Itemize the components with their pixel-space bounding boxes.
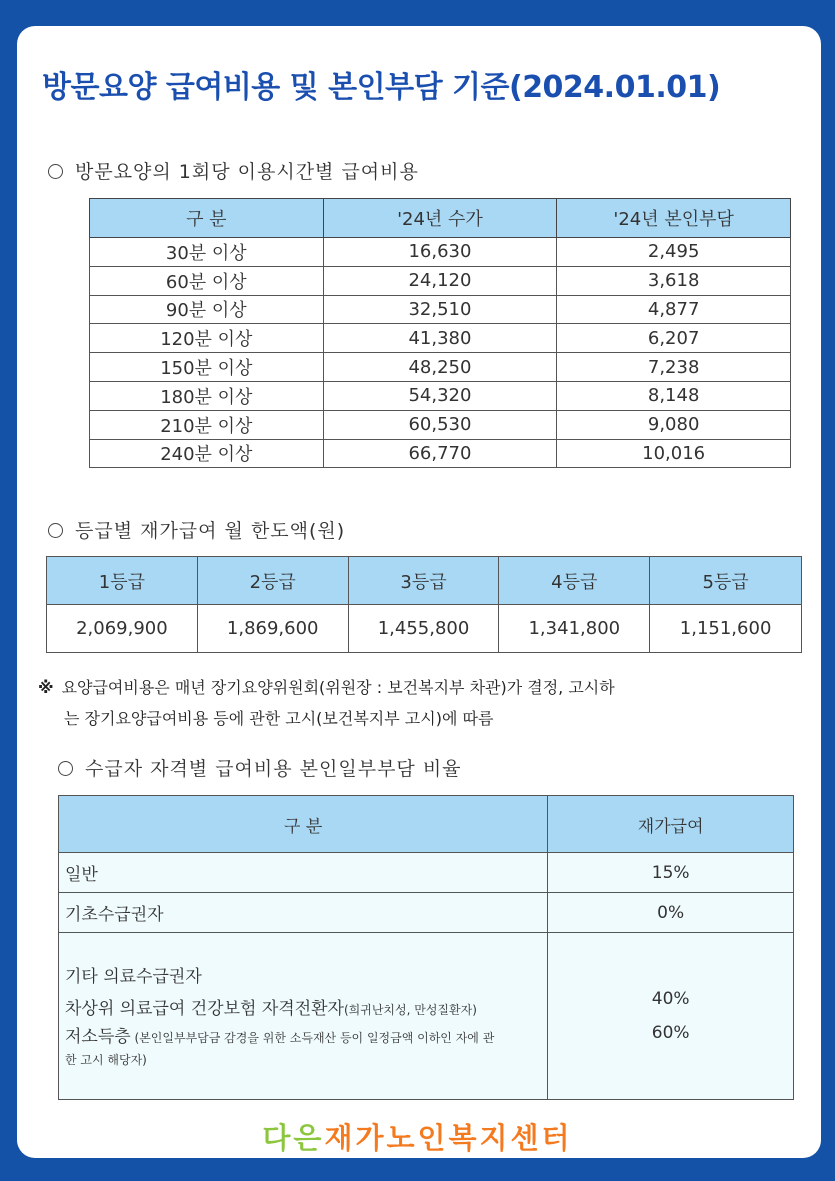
- limit-grade-5: 1,151,600: [650, 605, 802, 653]
- cell-time: 30분 이상: [90, 238, 324, 267]
- header-category: 구 분: [59, 796, 548, 853]
- reduced-line-3-text: 저소득층: [65, 1027, 131, 1047]
- table-row: [59, 933, 794, 1100]
- note-line-1: [38, 672, 798, 703]
- header-grade-4: 4등급: [499, 557, 650, 605]
- table-header-row: [47, 557, 802, 605]
- row-reduced-label: [59, 933, 548, 1100]
- header-grade-5: 5등급: [650, 557, 802, 605]
- reference-mark-icon: ※: [38, 678, 54, 697]
- cell-time: 180분 이상: [90, 381, 324, 410]
- table-header-row: [59, 796, 794, 853]
- monthly-limit-table: [46, 556, 802, 653]
- reduced-line-2: [65, 993, 547, 1026]
- center-name-part-1: 다은: [262, 1121, 325, 1155]
- section-heading-2-text: 등급별 재가급여 월 한도액(원): [75, 520, 346, 542]
- reduced-line-1: 기타 의료수급권자: [65, 967, 202, 987]
- value-40: 40%: [651, 989, 690, 1009]
- table-row: [90, 353, 791, 382]
- limit-grade-2: 1,869,600: [197, 605, 348, 653]
- table-row: [90, 381, 791, 410]
- cell-copay: 3,618: [557, 266, 791, 295]
- cell-copay: 10,016: [557, 439, 791, 468]
- limit-grade-1: 2,069,900: [47, 605, 198, 653]
- table-row: [59, 853, 794, 893]
- cell-fee: 16,630: [323, 238, 557, 267]
- center-name: [0, 1116, 835, 1157]
- cell-fee: 66,770: [323, 439, 557, 468]
- note-line-2: 는 장기요양급여비용 등에 관한 고시(보건복지부 고시)에 따름: [64, 709, 494, 728]
- row-basic-label: 기초수급권자: [59, 893, 548, 933]
- cell-time: 60분 이상: [90, 266, 324, 295]
- fee-by-time-table: [89, 198, 791, 468]
- center-name-part-2: 재가노인복지센터: [324, 1121, 573, 1155]
- copay-ratio-table: [58, 795, 794, 1100]
- table-row: [90, 324, 791, 353]
- table-header-row: [90, 199, 791, 238]
- row-reduced-value: [548, 933, 794, 1100]
- circle-bullet-icon: [58, 761, 73, 776]
- reduced-line-2-text: 차상위 의료급여 건강보험 자격전환자: [65, 999, 344, 1019]
- page-title: 방문요양 급여비용 및 본인부담 기준(2024.01.01): [42, 70, 721, 105]
- section-heading-1-text: 방문요양의 1회당 이용시간별 급여비용: [75, 161, 419, 183]
- circle-bullet-icon: [48, 523, 63, 538]
- table-row: [59, 893, 794, 933]
- table-row: [90, 439, 791, 468]
- header-grade-2: 2등급: [197, 557, 348, 605]
- header-fee: '24년 수가: [323, 199, 557, 238]
- cell-copay: 4,877: [557, 295, 791, 324]
- reduced-line-2-note: (희귀난치성, 만성질환자): [343, 1003, 477, 1017]
- reduced-line-3-note: (본인일부부담금 감경을 위한 소득재산 등이 일정금액 이하인 자에 관: [134, 1031, 495, 1045]
- table-row: [90, 266, 791, 295]
- row-general-label: 일반: [59, 853, 548, 893]
- header-home-care: 재가급여: [548, 796, 794, 853]
- cell-fee: 24,120: [323, 266, 557, 295]
- cell-time: 90분 이상: [90, 295, 324, 324]
- table-row: [90, 238, 791, 267]
- section-heading-2: [48, 516, 345, 543]
- section-heading-3: [58, 754, 462, 781]
- limit-grade-3: 1,455,800: [348, 605, 499, 653]
- section-heading-3-text: 수급자 자격별 급여비용 본인일부부담 비율: [85, 758, 462, 780]
- reduced-line-4-note: 한 고시 해당자): [65, 1053, 147, 1067]
- header-grade-1: 1등급: [47, 557, 198, 605]
- limit-grade-4: 1,341,800: [499, 605, 650, 653]
- cell-copay: 9,080: [557, 410, 791, 439]
- table-row: [90, 410, 791, 439]
- reduced-line-3: [65, 1026, 547, 1071]
- cell-copay: 8,148: [557, 381, 791, 410]
- cell-copay: 7,238: [557, 353, 791, 382]
- header-category: 구 분: [90, 199, 324, 238]
- cell-time: 150분 이상: [90, 353, 324, 382]
- header-grade-3: 3등급: [348, 557, 499, 605]
- cell-fee: 32,510: [323, 295, 557, 324]
- legal-note: [38, 672, 798, 734]
- cell-fee: 60,530: [323, 410, 557, 439]
- cell-fee: 41,380: [323, 324, 557, 353]
- cell-time: 240분 이상: [90, 439, 324, 468]
- table-row: [90, 295, 791, 324]
- cell-fee: 48,250: [323, 353, 557, 382]
- cell-copay: 6,207: [557, 324, 791, 353]
- cell-copay: 2,495: [557, 238, 791, 267]
- header-copay: '24년 본인부담: [557, 199, 791, 238]
- row-basic-value: 0%: [548, 893, 794, 933]
- cell-time: 210분 이상: [90, 410, 324, 439]
- section-heading-1: [48, 157, 419, 184]
- table-row: [47, 605, 802, 653]
- cell-fee: 54,320: [323, 381, 557, 410]
- circle-bullet-icon: [48, 164, 63, 179]
- cell-time: 120분 이상: [90, 324, 324, 353]
- note-line-1-text: 요양급여비용은 매년 장기요양위원회(위원장 : 보건복지부 차관)가 결정, 고시하: [61, 678, 615, 697]
- value-60: 60%: [651, 1023, 690, 1043]
- row-general-value: 15%: [548, 853, 794, 893]
